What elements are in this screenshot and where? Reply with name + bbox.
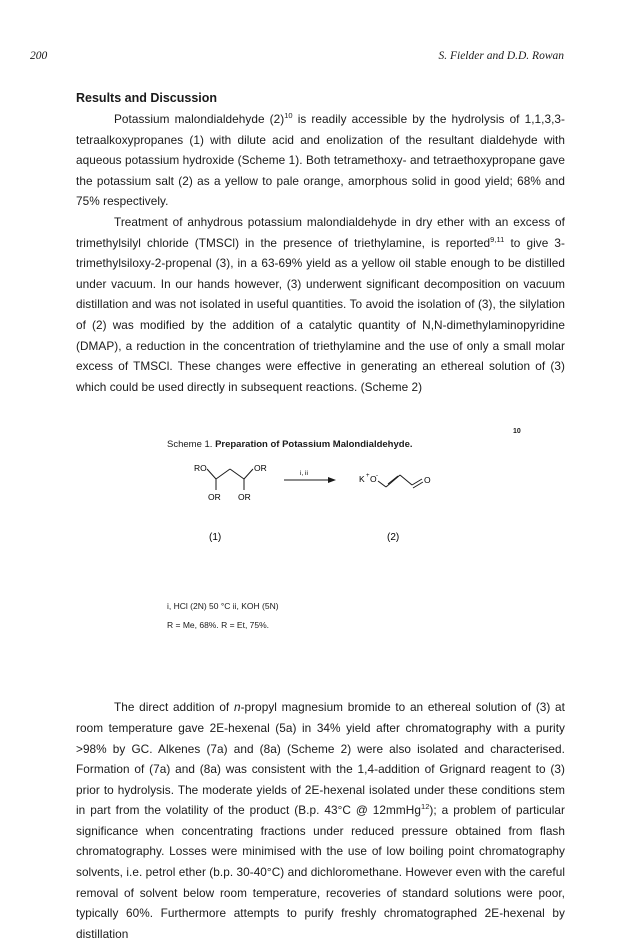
running-header: [30, 50, 564, 62]
paragraph-2: [76, 212, 565, 397]
page-number: 200: [30, 50, 48, 62]
atom-or-right: OR: [254, 463, 267, 474]
arrow-reagents-label: i, ii: [300, 470, 308, 478]
scheme-reference: 10: [513, 428, 521, 436]
scheme-1: [76, 397, 565, 697]
section-heading: Results and Discussion: [76, 91, 218, 105]
citation-superscript: 9,11: [490, 234, 505, 244]
scheme-label: Scheme 1.: [167, 439, 213, 451]
compound-2-label: (2): [387, 532, 400, 544]
running-authors: S. Fielder and D.D. Rowan: [438, 50, 564, 62]
paragraph-3-text-b: -propyl magnesium bromide to an ethereal solution of (3) at room temperature gave 2E-hexenal (5a) in 34% yield after chromatography with a purity >98% by GC. Alkenes (7a) and (8a) (Scheme 2) were also isolated and characterised. Formation of (7a) and (8a) was consistent with the 1,4-addition of Grignard reagent to (3) prior to hydrolysis. The moderate yields of 2E-hexenal isolated under these conditions stem in part from the volatility of the product (B.p. 43°C @ 12mmHg: [76, 700, 565, 818]
scheme-title: [167, 439, 413, 451]
atom-ro-left: RO: [194, 463, 207, 474]
compound-1-label: (1): [209, 532, 222, 544]
paragraph-1: [76, 109, 565, 212]
citation-superscript: 10: [284, 111, 293, 120]
paragraph-1-text-a: Potassium malondialdehyde (2): [114, 112, 285, 126]
compound-1-structure: [207, 469, 253, 490]
atom-or-bottom-right: OR: [238, 492, 251, 503]
atom-o-anion: O: [370, 474, 377, 485]
scheme-title-text: Preparation of Potassium Malondialdehyde.: [215, 439, 413, 451]
paragraph-3: [76, 697, 565, 944]
charge-plus: +: [366, 473, 370, 480]
charge-minus: -: [376, 473, 378, 480]
paragraph-3-text-c: ); a problem of particular significance when concentrating fractions under reduced pressure obtained from flash chromatography. Losses were minimised with the use of low boiling point chromatography solvents, i.e. petrol ether (b.p. 30-40°C) and dichloromethane. However even with the careful removal of solvent below room temperature, recoveries of standard solutions were poor, typically 60%. Furthermore attempts to purify freshly chromatographed 2E-hexenal by distillation: [76, 803, 565, 941]
atom-o-aldehyde: O: [424, 475, 431, 486]
paragraph-3-italic-n: n: [233, 700, 241, 715]
atom-or-bottom-left: OR: [208, 492, 221, 503]
paragraph-2-text-a: Treatment of anhydrous potassium malondialdehyde in dry ether with an excess of trimethylsilyl chloride (TMSCl) in the presence of triethylamine, is reported: [76, 214, 565, 250]
citation-superscript: 12: [420, 802, 430, 812]
reaction-scheme-drawing: [76, 457, 565, 592]
reaction-arrow: [284, 477, 336, 483]
paragraph-2-text-b: to give 3-trimethylsiloxy-2-propenal (3), in a 63-69% yield as a yellow oil stable enough to be distilled under vacuum. In our hands however, (3) underwent significant decomposition on vacuum distillation and was not isolated in useful quantities. To avoid the isolation of (3), the silylation of (2) was modified by the addition of a catalytic quantity of N,N-dimethylaminopyridine (DMAP), a reduction in the concentration of triethylamine and the use of only a small molar excess of TMSCl. These changes were effective in generating an ethereal solution of (3) which could be used directly in subsequent reactions. (Scheme 2): [76, 235, 565, 394]
reaction-conditions: i, HCl (2N) 50 °C ii, KOH (5N): [167, 601, 279, 612]
paragraph-1-text-b: is readily accessible by the hydrolysis of 1,1,3,3-tetraalkoxypropanes (1) with dilute acid and enolization of the resultant dialdehyde with aqueous potassium hydroxide (Scheme 1). Both tetramethoxy- and tetraethoxypropane gave the potassium salt (2) as a yellow to pale orange, amorphous solid in good yield; 68% and 75% respectively.: [76, 112, 565, 209]
atom-potassium: K: [359, 474, 365, 485]
reaction-yields: R = Me, 68%. R = Et, 75%.: [167, 620, 270, 631]
paragraph-3-text-a: The direct addition of: [114, 700, 234, 715]
page-body: [76, 89, 565, 944]
compound-2-structure: [378, 475, 423, 488]
